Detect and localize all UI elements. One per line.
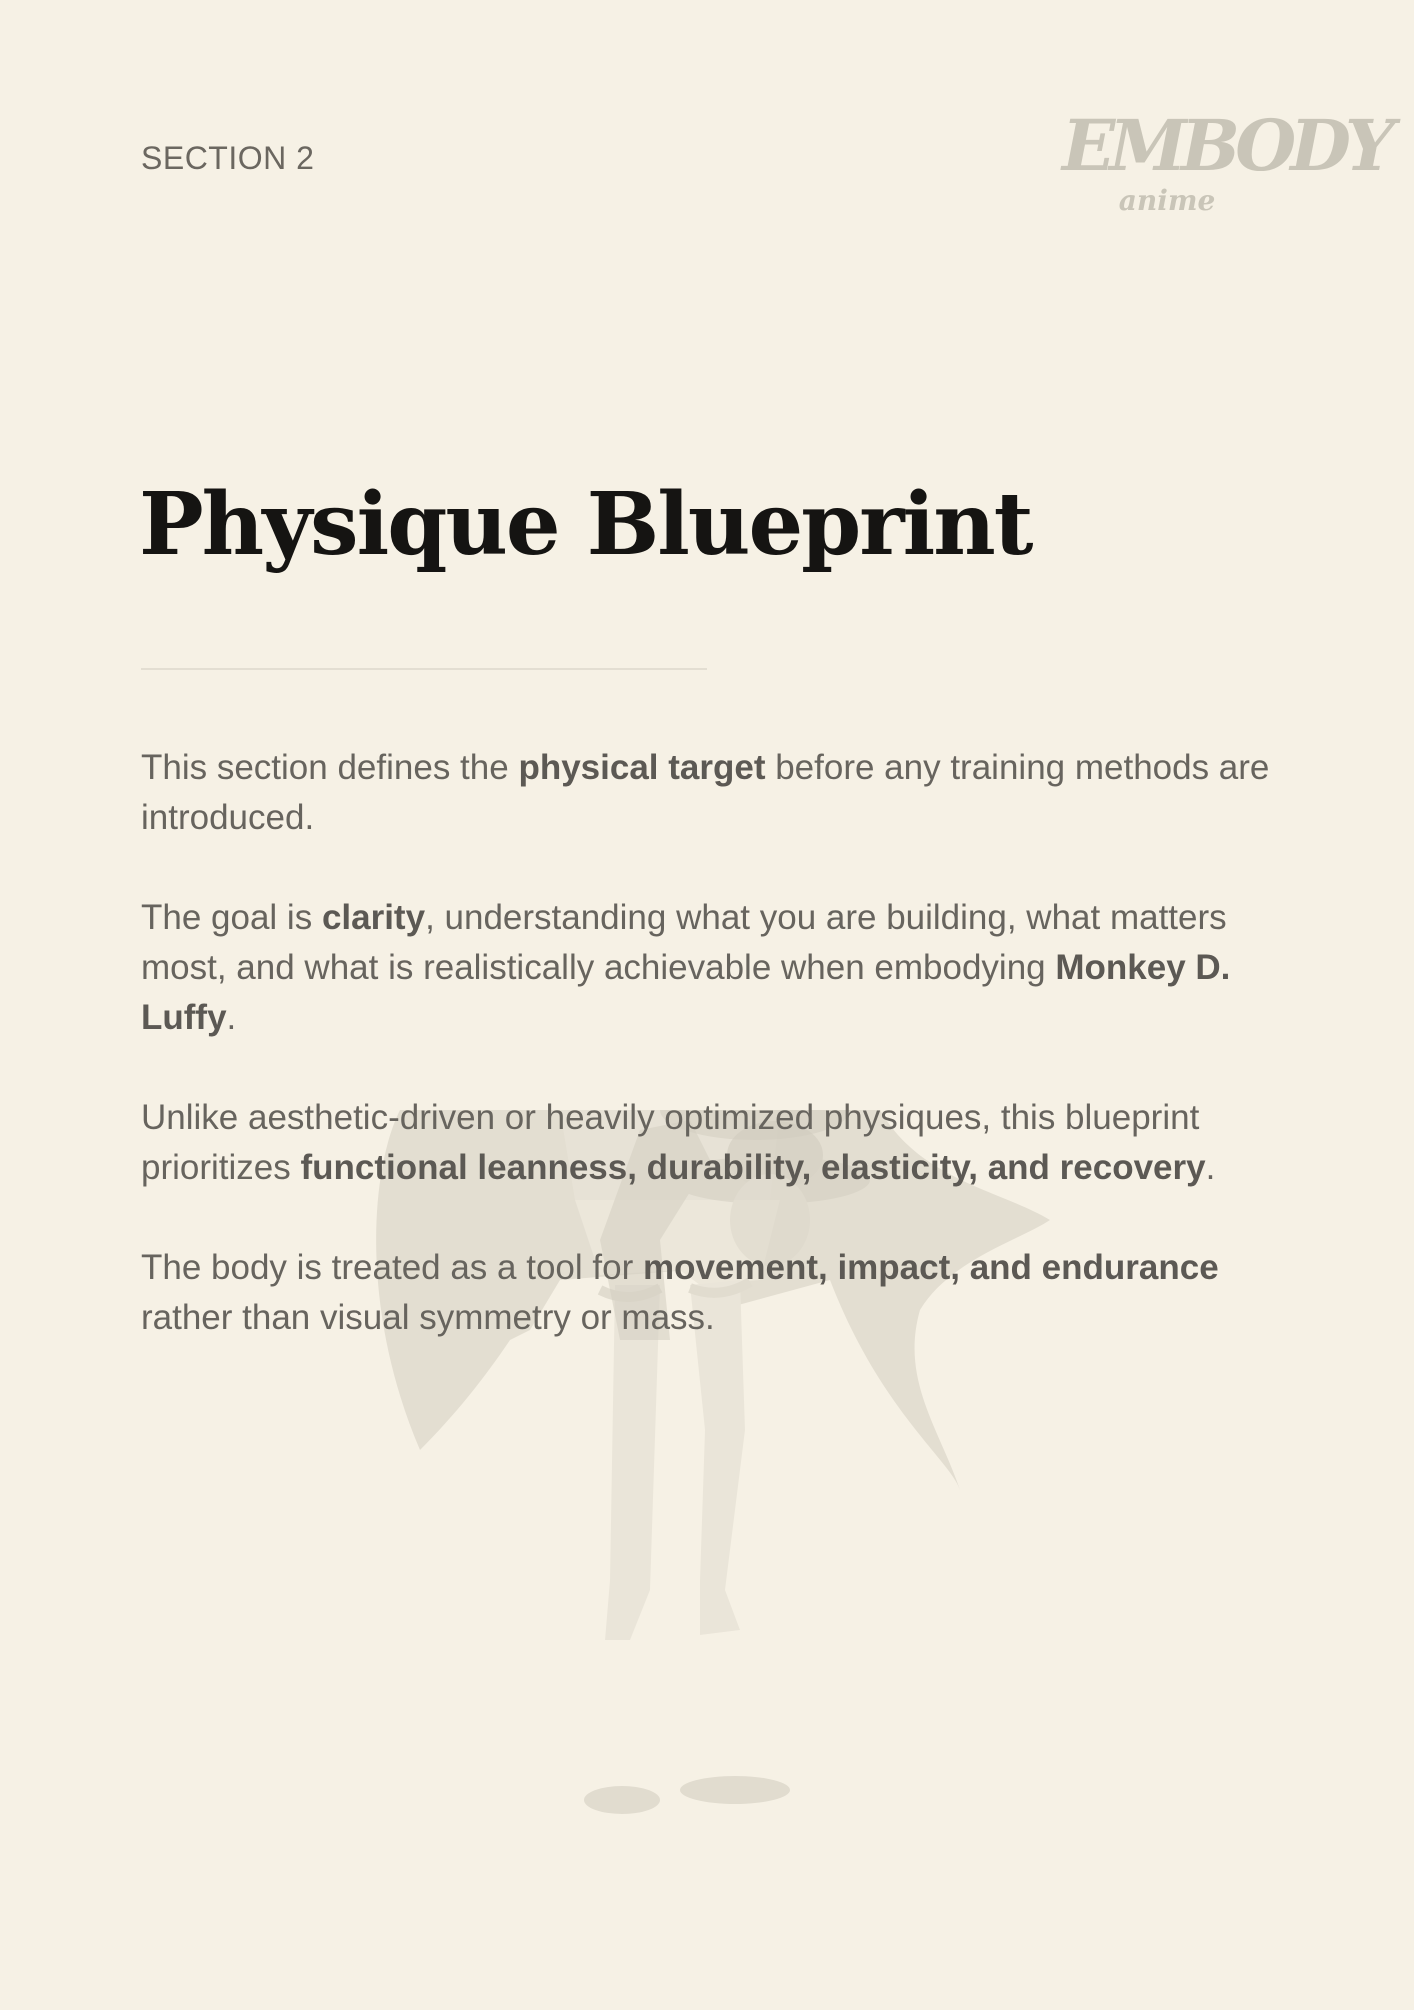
paragraph-text: The goal is: [141, 898, 322, 937]
paragraph-emphasis: Monkey D. Luffy: [141, 948, 1231, 1037]
page-title: Physique Blueprint: [139, 474, 1032, 575]
paragraph-text: , understanding what you are building, what matters most, and what is realistically achievable when embodying: [141, 898, 1227, 987]
paragraph-emphasis: clarity: [321, 898, 426, 937]
paragraph-intro: [141, 743, 1291, 843]
paragraph-emphasis: movement, impact, and endurance: [642, 1248, 1219, 1287]
paragraph-priorities: [141, 1093, 1291, 1193]
paragraph-text: This section defines the: [141, 748, 519, 787]
paragraph-goal: [141, 893, 1291, 1043]
paragraph-text: before any training methods are introduced.: [141, 748, 1270, 837]
paragraph-emphasis: functional leanness, durability, elasticity, and recovery: [300, 1148, 1206, 1187]
embody-anime-logo: [1062, 100, 1389, 228]
title-divider: [141, 668, 707, 670]
paragraph-text: rather than visual symmetry or mass.: [141, 1298, 715, 1337]
logo-subtitle: anime: [1118, 184, 1216, 217]
paragraph-text: Unlike aesthetic-driven or heavily optimized physiques, this blueprint prioritizes: [141, 1098, 1200, 1187]
paragraph-text: .: [226, 998, 237, 1037]
paragraph-emphasis: physical target: [518, 748, 766, 787]
section-label: SECTION 2: [141, 140, 315, 176]
body-text: [141, 743, 1291, 1393]
paragraph-body-tool: [141, 1243, 1291, 1343]
logo-wordmark: EMBODY: [1062, 104, 1389, 187]
paragraph-text: The body is treated as a tool for: [141, 1248, 643, 1287]
paragraph-text: .: [1205, 1148, 1216, 1187]
